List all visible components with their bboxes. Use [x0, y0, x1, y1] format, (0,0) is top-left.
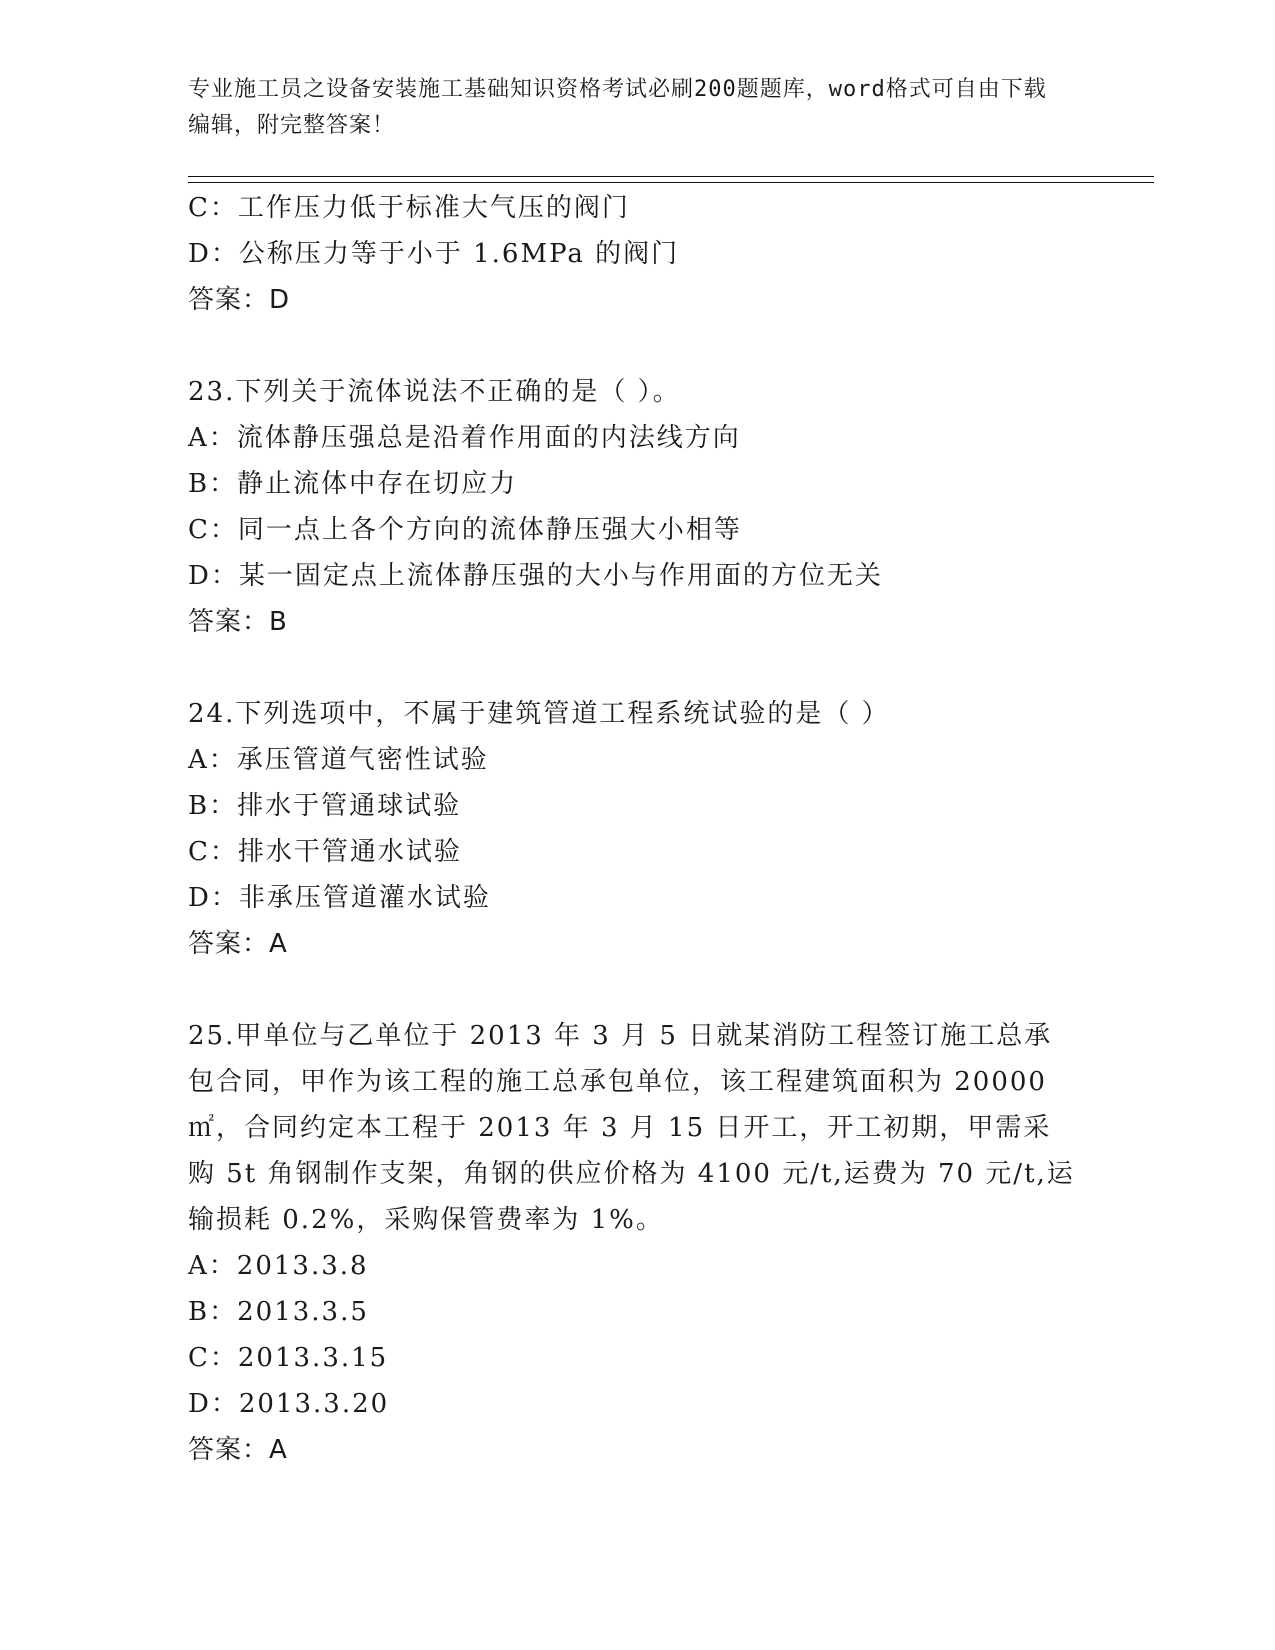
question-list [188, 185, 1078, 1473]
option-c: C：2013.3.15 [188, 1343, 389, 1373]
option-b: B：静止流体中存在切应力 [188, 469, 518, 499]
question-stem: 24.下列选项中，不属于建筑管道工程系统试验的是（ ） [188, 699, 890, 729]
answer-line: 答案：A [188, 929, 288, 959]
answer-line: 答案：B [188, 607, 288, 637]
spacer [188, 967, 1078, 1013]
option-b: B：排水于管通球试验 [188, 791, 462, 821]
question-block-22 [188, 185, 1078, 323]
option-c: C：排水干管通水试验 [188, 837, 462, 867]
spacer [188, 645, 1078, 691]
option-d: D：公称压力等于小于 1.6MPa 的阀门 [188, 239, 680, 269]
option-c: C：同一点上各个方向的流体静压强大小相等 [188, 515, 742, 545]
option-a: A：流体静压强总是沿着作用面的内法线方向 [188, 423, 741, 453]
option-d: D：2013.3.20 [188, 1389, 390, 1419]
question-stem: 25.甲单位与乙单位于 2013 年 3 月 5 日就某消防工程签订施工总承包合同，甲作为该工程的施工总承包单位，该工程建筑面积为 20000㎡，合同约定本工程于 2013 年 3 月 15 日开工，开工初期，甲需采购 5t 角钢制作支架，角钢的供应价格为 4100 元/t,运费为 70 元/t,运输损耗 0.2%，采购保管费率为 1%。 [188, 1021, 1075, 1235]
option-b: B：2013.3.5 [188, 1297, 369, 1327]
answer-line: 答案：D [188, 285, 291, 315]
option-c: C：工作压力低于标准大气压的阀门 [188, 193, 630, 223]
question-block-24 [188, 691, 1078, 967]
question-block-25 [188, 1013, 1078, 1473]
question-block-23 [188, 369, 1078, 645]
document-header: 专业施工员之设备安装施工基础知识资格考试必刷200题题库，word格式可自由下载编辑，附完整答案！ [188, 77, 1047, 138]
option-a: A：承压管道气密性试验 [188, 745, 489, 775]
option-d: D：非承压管道灌水试验 [188, 883, 491, 913]
option-d: D：某一固定点上流体静压强的大小与作用面的方位无关 [188, 561, 883, 591]
question-stem: 23.下列关于流体说法不正确的是（ ）。 [188, 377, 681, 407]
header-divider [188, 176, 1154, 183]
answer-line: 答案：A [188, 1435, 288, 1465]
spacer [188, 323, 1078, 369]
option-a: A：2013.3.8 [188, 1251, 369, 1281]
